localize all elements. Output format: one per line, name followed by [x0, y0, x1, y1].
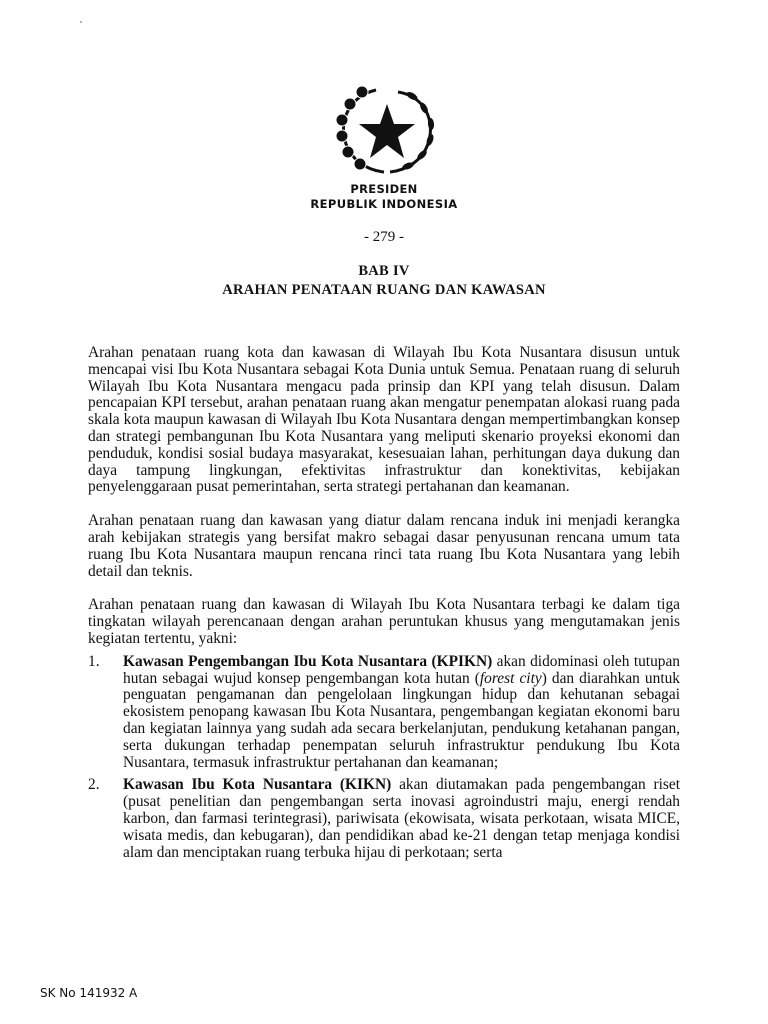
list-item-title: Kawasan Pengembangan Ibu Kota Nusantara (KPIKN)	[123, 652, 493, 670]
issuer-header	[0, 182, 768, 212]
list-item-italic: forest city	[479, 669, 542, 687]
paragraph: Arahan penataan ruang dan kawasan yang diatur dalam rencana induk ini menjadi kerangka arah kebijakan strategis yang bersifat makro sebagai dasar penyusunan rencana umum tata ruang Ibu Kota Nusantara maupun rencana rinci tata ruang Ibu Kota Nusantara yang lebih detail dan teknis.	[88, 512, 680, 580]
paragraph: Arahan penataan ruang kota dan kawasan di Wilayah Ibu Kota Nusantara disusun untuk mencapai visi Ibu Kota Nusantara sebagai Kota Dunia untuk Semua. Penataan ruang di seluruh Wilayah Ibu Kota Nusantara mengacu pada prinsip dan KPI yang telah disusun. Dalam pencapaian KPI tersebut, arahan penataan ruang akan mengatur penempatan alokasi ruang pada skala kota maupun kawasan di Wilayah Ibu Kota Nusantara dengan mempertimbangkan konsep dan strategi pembangunan Ibu Kota Nusantara yang meliputi skenario proyeksi ekonomi dan penduduk, kondisi sosial budaya masyarakat, kesesuaian lahan, perhitungan daya dukung dan daya tampung lingkungan, efektivitas infrastruktur dan konektivitas, kebijakan penyelenggaraan pusat pemerintahan, serta strategi pertahanan dan keamanan.	[88, 344, 680, 496]
zone-list	[88, 654, 680, 862]
paragraph: Arahan penataan ruang dan kawasan di Wilayah Ibu Kota Nusantara terbagi ke dalam tiga tingkatan wilayah perencanaan dengan arahan peruntukan khusus yang mengutamakan jenis kegiatan tertentu, yakni:	[88, 596, 680, 647]
list-item-text: ) dan diarahkan untuk penguatan pengamanan dan pengelolaan lingkungan hidup dan kehutanan sebagai ekosistem penopang kawasan Ibu Kota Nusantara, pengembangan kegiatan ekonomi baru dan kegiatan lainnya yang sudah ada secara berkelanjutan, pendukung ketahanan pangan, serta dukungan terhadap penempatan seluruh infrastruktur pendukung Ibu Kota Nusantara, termasuk infrastruktur pertahanan dan keamanan;	[123, 669, 680, 771]
chapter-heading	[0, 262, 768, 300]
chapter-title: ARAHAN PENATAAN RUANG DAN KAWASAN	[222, 282, 546, 298]
document-body	[88, 345, 680, 861]
list-item-text: akan didominasi oleh tutupan hutan sebagai wujud konsep pengembangan kota hutan (	[123, 652, 680, 687]
header-line-president: PRESIDEN	[350, 182, 418, 196]
list-item-number: 2.	[88, 776, 100, 794]
document-code: SK No 141932 A	[40, 986, 138, 1000]
chapter-number: BAB IV	[358, 263, 410, 279]
scan-speck	[80, 21, 82, 23]
list-item	[88, 654, 680, 772]
list-item	[88, 777, 680, 861]
list-item-number: 1.	[88, 652, 100, 670]
list-item-title: Kawasan Ibu Kota Nusantara (KIKN)	[123, 776, 392, 794]
list-item-text: akan diutamakan pada pengembangan riset (pusat penelitian dan pengembangan serta inovasi agroindustri maju, energi rendah karbon, dan farmasi terintegrasi), pariwisata (ekowisata, wisata perkotaan, wisata MICE, wisata medis, dan kebugaran), dan pendidikan abad ke-21 dengan tetap menjaga kondisi alam dan menciptakan ruang terbuka hijau di perkotaan; serta	[123, 776, 680, 861]
presidential-emblem-icon	[332, 80, 442, 176]
header-line-republic: REPUBLIK INDONESIA	[310, 197, 458, 211]
page-number: - 279 -	[364, 229, 404, 245]
